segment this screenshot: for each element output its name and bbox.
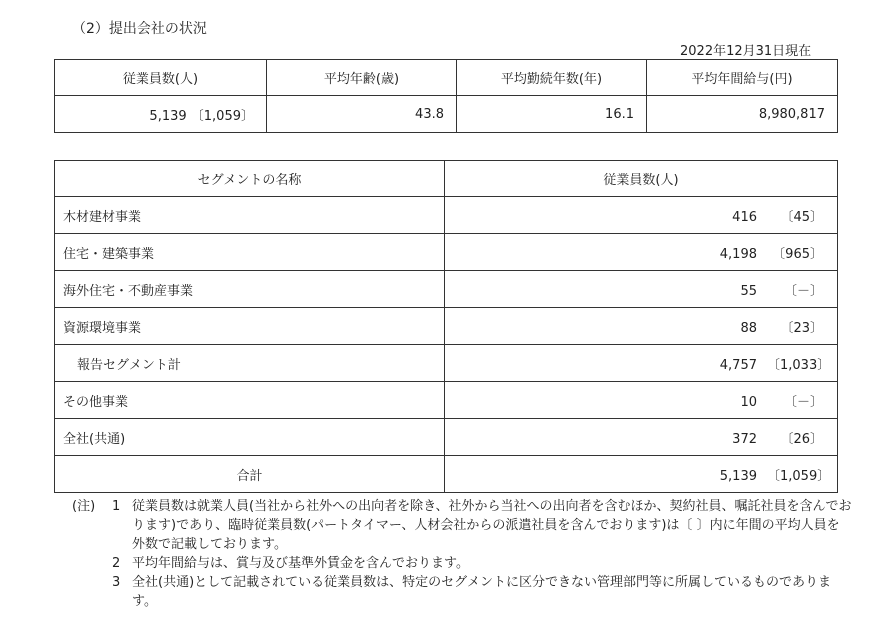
value-employees: 5,139 〔1,059〕 bbox=[55, 96, 267, 133]
segment-name: 住宅・建築事業 bbox=[55, 234, 445, 271]
header-average-age: 平均年齢(歳) bbox=[267, 60, 457, 96]
segment-count: 372 〔26〕 bbox=[445, 419, 838, 456]
as-of-date: 2022年12月31日現在 bbox=[680, 44, 812, 59]
note-item bbox=[72, 497, 852, 554]
header-average-tenure: 平均勤続年数(年) bbox=[457, 60, 647, 96]
segment-count: 416 〔45〕 bbox=[445, 197, 838, 234]
segment-name: 資源環境事業 bbox=[55, 308, 445, 345]
segment-count: 4,198 〔965〕 bbox=[445, 234, 838, 271]
section-title: （2）提出会社の状況 bbox=[72, 21, 207, 37]
segment-count: 10 〔－〕 bbox=[445, 382, 838, 419]
note-item bbox=[72, 573, 852, 611]
segment-name: 合計 bbox=[55, 456, 445, 493]
table-row bbox=[55, 197, 838, 234]
header-segment-employees: 従業員数(人) bbox=[445, 161, 838, 197]
table-row bbox=[55, 308, 838, 345]
segment-name: 木材建材事業 bbox=[55, 197, 445, 234]
segment-name: 全社(共通) bbox=[55, 419, 445, 456]
segment-header-row bbox=[55, 161, 838, 197]
header-average-salary: 平均年間給与(円) bbox=[647, 60, 838, 96]
table-row-total bbox=[55, 456, 838, 493]
summary-header-row bbox=[55, 60, 838, 96]
note-number: 3 bbox=[112, 575, 121, 590]
segment-count: 4,757 〔1,033〕 bbox=[445, 345, 838, 382]
table-row-subtotal bbox=[55, 345, 838, 382]
table-row bbox=[55, 271, 838, 308]
segment-name: 海外住宅・不動産事業 bbox=[55, 271, 445, 308]
table-row bbox=[55, 234, 838, 271]
notes bbox=[72, 497, 852, 611]
segment-table bbox=[54, 160, 838, 493]
segment-count: 5,139 〔1,059〕 bbox=[445, 456, 838, 493]
summary-value-row bbox=[55, 96, 838, 133]
segment-name: 報告セグメント計 bbox=[55, 345, 445, 382]
note-mark: (注) bbox=[72, 499, 96, 514]
value-average-salary: 8,980,817 bbox=[647, 96, 838, 133]
note-text: 従業員数は就業人員(当社から社外への出向者を除き、社外から当社への出向者を含むほか、契約社員、嘱託社員を含んでおります)であり、臨時従業員数(パートタイマー、人材会社からの派遣社員を含んでおります)は〔 〕内に年間の平均人員を外数で記載しております。 bbox=[132, 499, 852, 552]
summary-table bbox=[54, 59, 838, 133]
header-segment-name: セグメントの名称 bbox=[55, 161, 445, 197]
header-employees: 従業員数(人) bbox=[55, 60, 267, 96]
segment-name: その他事業 bbox=[55, 382, 445, 419]
note-text: 平均年間給与は、賞与及び基準外賃金を含んでおります。 bbox=[132, 556, 469, 571]
table-row bbox=[55, 419, 838, 456]
note-number: 1 bbox=[112, 499, 121, 514]
segment-count: 88 〔23〕 bbox=[445, 308, 838, 345]
segment-count: 55 〔－〕 bbox=[445, 271, 838, 308]
note-item bbox=[72, 554, 852, 573]
value-average-age: 43.8 bbox=[267, 96, 457, 133]
note-text: 全社(共通)として記載されている従業員数は、特定のセグメントに区分できない管理部門等に所属しているものであります。 bbox=[132, 575, 832, 609]
value-average-tenure: 16.1 bbox=[457, 96, 647, 133]
table-row bbox=[55, 382, 838, 419]
note-number: 2 bbox=[112, 556, 121, 571]
